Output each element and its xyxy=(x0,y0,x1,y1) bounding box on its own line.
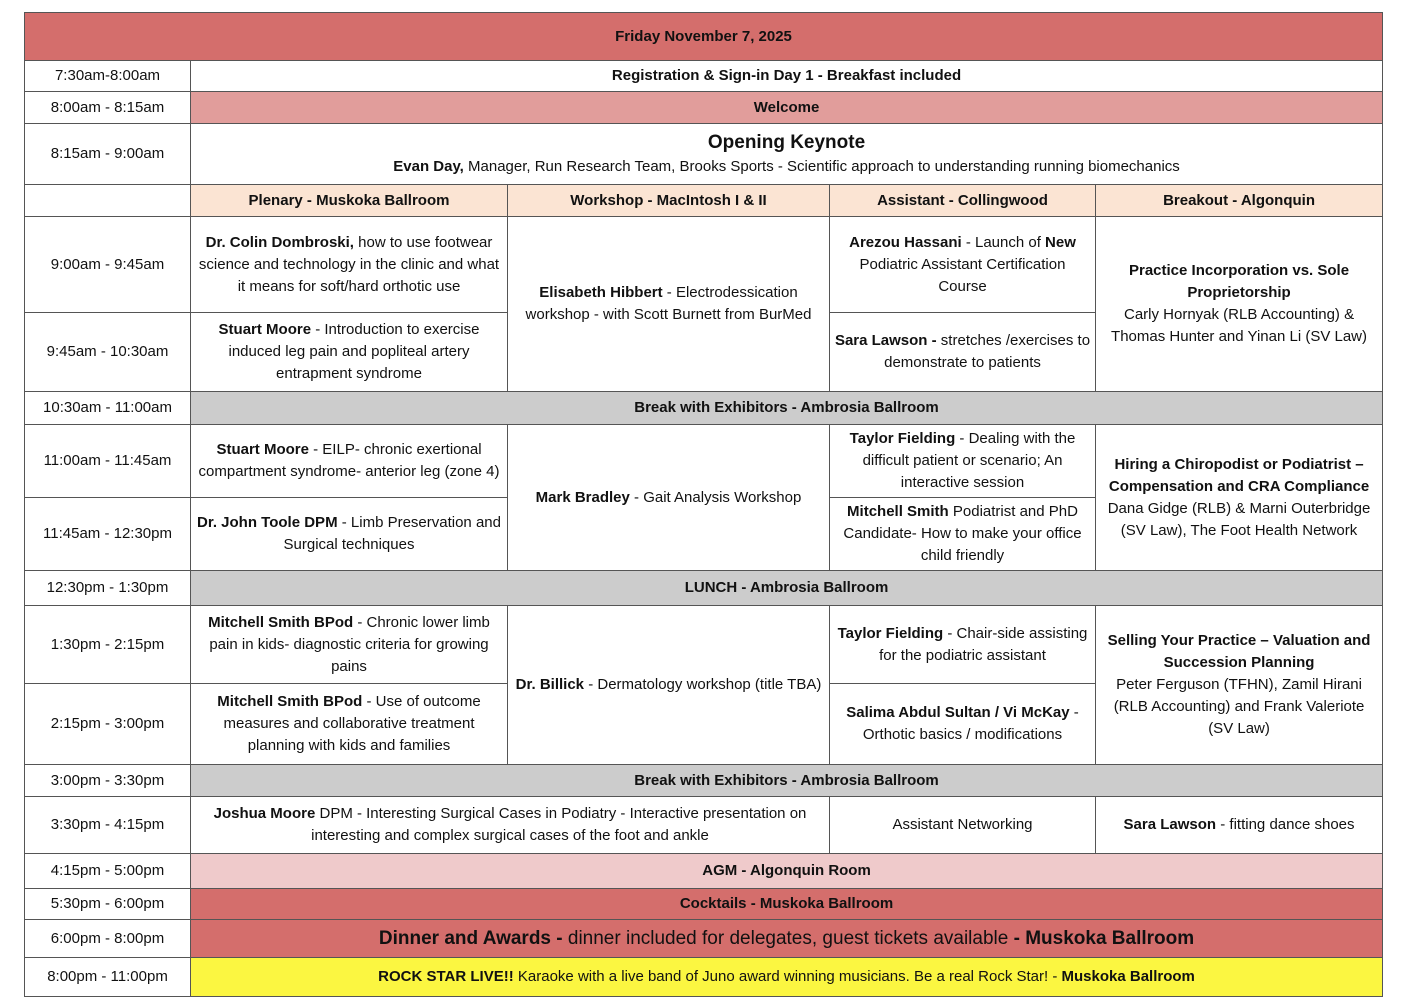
rock-star-location: Muskoka Ballroom xyxy=(1061,968,1195,985)
time-slot: 12:30pm - 1:30pm xyxy=(25,571,191,606)
dinner-title: Dinner and Awards - xyxy=(378,927,568,949)
time-slot: 11:45am - 12:30pm xyxy=(25,498,191,571)
time-slot: 5:30pm - 6:00pm xyxy=(25,889,191,920)
session-description: DPM - Interesting Surgical Cases in Podiatry - Interactive presentation on interesting and complex surgical cases of the foot and ankle xyxy=(311,805,807,844)
session-cell xyxy=(1096,606,1383,765)
session-description: how to use footwear science and technology in the clinic and what it means for soft/hard orthotic use xyxy=(198,233,500,295)
session-cell xyxy=(830,498,1096,571)
session-description: - EILP- chronic exertional compartment syndrome- anterior leg (zone 4) xyxy=(198,441,500,480)
speaker-name: Salima Abdul Sultan / Vi McKay xyxy=(846,704,1070,721)
conference-schedule xyxy=(24,12,1383,997)
session-title: Practice Incorporation vs. Sole Proprietorship xyxy=(1128,262,1350,301)
registration-event: Registration & Sign-in Day 1 - Breakfast included xyxy=(191,61,1383,92)
session-description: - Dealing with the difficult patient or scenario; An interactive session xyxy=(862,430,1076,491)
cocktails-event: Cocktails - Muskoka Ballroom xyxy=(191,889,1383,920)
session-cell xyxy=(191,498,508,571)
session-description: - Use of outcome measures and collaborative treatment planning with kids and families xyxy=(223,693,481,754)
time-slot: 8:15am - 9:00am xyxy=(25,124,191,185)
dinner-location: - Muskoka Ballroom xyxy=(1013,927,1195,949)
session-description: Podiatric Assistant Certification Course xyxy=(859,255,1066,295)
session-description: - Chronic lower limb pain in kids- diagnostic criteria for growing pains xyxy=(209,613,490,675)
keynote-speaker: Evan Day, xyxy=(393,158,464,175)
session-description: Dana Gidge (RLB) & Marni Outerbridge (SV Law), The Foot Health Network xyxy=(1107,499,1371,539)
dinner-description: dinner included for delegates, guest tickets available xyxy=(567,927,1014,949)
speaker-name: Sara Lawson xyxy=(1123,816,1217,833)
time-slot: 10:30am - 11:00am xyxy=(25,392,191,425)
session-description: Podiatrist and PhD Candidate- How to make your office child friendly xyxy=(843,503,1082,564)
session-cell xyxy=(1096,217,1383,392)
break-event: Break with Exhibitors - Ambrosia Ballroom xyxy=(191,765,1383,797)
session-cell xyxy=(191,684,508,765)
speaker-name: Stuart Moore xyxy=(216,441,309,458)
time-slot: 9:00am - 9:45am xyxy=(25,217,191,313)
speaker-name: Mitchell Smith xyxy=(847,503,949,520)
speaker-name: Taylor Fielding xyxy=(849,430,956,447)
speaker-name: Taylor Fielding xyxy=(837,624,944,642)
speaker-name: Sara Lawson - xyxy=(834,332,937,349)
day-header: Friday November 7, 2025 xyxy=(25,13,1383,61)
session-title: Selling Your Practice – Valuation and Succession Planning xyxy=(1107,632,1371,671)
session-cell xyxy=(508,425,830,571)
speaker-name: Elisabeth Hibbert xyxy=(539,284,663,301)
time-slot: 2:15pm - 3:00pm xyxy=(25,684,191,765)
session-description: - Gait Analysis Workshop xyxy=(629,488,802,506)
room-header-assistant: Assistant - Collingwood xyxy=(830,185,1096,217)
time-slot: 4:15pm - 5:00pm xyxy=(25,854,191,889)
rock-star-description: Karaoke with a live band of Juno award winning musicians. Be a real Rock Star! - xyxy=(513,968,1062,985)
welcome-event: Welcome xyxy=(191,92,1383,124)
rock-star-title: ROCK STAR LIVE!! xyxy=(378,968,514,985)
session-description: Peter Ferguson (TFHN), Zamil Hirani (RLB Accounting) and Frank Valeriote (SV Law) xyxy=(1113,676,1365,737)
empty-cell xyxy=(25,185,191,217)
session-cell xyxy=(830,425,1096,498)
new-highlight: New xyxy=(1045,233,1076,251)
room-header-plenary: Plenary - Muskoka Ballroom xyxy=(191,185,508,217)
session-description: - Launch of xyxy=(961,233,1046,251)
session-description: - Chair-side assisting for the podiatric assistant xyxy=(879,624,1088,664)
lunch-event: LUNCH - Ambrosia Ballroom xyxy=(191,571,1383,606)
time-slot: 8:00pm - 11:00pm xyxy=(25,958,191,997)
session-description: Carly Hornyak (RLB Accounting) & Thomas Hunter and Yinan Li (SV Law) xyxy=(1111,306,1368,345)
session-cell xyxy=(830,313,1096,392)
session-description: - Electrodessication workshop - with Scott Burnett from BurMed xyxy=(525,284,812,323)
session-cell xyxy=(830,606,1096,684)
room-header-workshop: Workshop - MacIntosh I & II xyxy=(508,185,830,217)
dinner-event xyxy=(191,920,1383,958)
break-event: Break with Exhibitors - Ambrosia Ballroom xyxy=(191,392,1383,425)
speaker-name: Arezou Hassani xyxy=(849,233,962,251)
speaker-name: Mitchell Smith BPod xyxy=(217,693,363,710)
session-cell xyxy=(1096,797,1383,854)
speaker-name: Stuart Moore xyxy=(218,321,312,338)
speaker-name: Mitchell Smith BPod xyxy=(208,613,354,631)
session-description: - Dermatology workshop (title TBA) xyxy=(584,676,822,693)
session-description: - Orthotic basics / modifications xyxy=(862,704,1079,743)
speaker-name: Mark Bradley xyxy=(535,488,630,506)
speaker-name: Dr. John Toole DPM xyxy=(197,514,338,531)
session-cell xyxy=(191,606,508,684)
time-slot: 8:00am - 8:15am xyxy=(25,92,191,124)
speaker-name: Joshua Moore xyxy=(213,805,316,822)
session-cell xyxy=(1096,425,1383,571)
time-slot: 7:30am-8:00am xyxy=(25,61,191,92)
time-slot: 11:00am - 11:45am xyxy=(25,425,191,498)
session-cell xyxy=(830,684,1096,765)
keynote-event xyxy=(191,124,1383,185)
session-description: - Limb Preservation and Surgical techniques xyxy=(283,514,501,553)
session-cell xyxy=(830,217,1096,313)
keynote-title: Opening Keynote xyxy=(707,132,866,153)
session-description: - Introduction to exercise induced leg pain and popliteal artery entrapment syndrome xyxy=(228,321,480,382)
session-description: stretches /exercises to demonstrate to patients xyxy=(884,332,1091,371)
rock-star-event xyxy=(191,958,1383,997)
room-header-breakout: Breakout - Algonquin xyxy=(1096,185,1383,217)
session-cell xyxy=(508,606,830,765)
time-slot: 9:45am - 10:30am xyxy=(25,313,191,392)
session-cell xyxy=(191,313,508,392)
session-title: Hiring a Chiropodist or Podiatrist – Compensation and CRA Compliance xyxy=(1108,455,1370,495)
session-description: - fitting dance shoes xyxy=(1216,816,1355,833)
session-cell xyxy=(191,217,508,313)
keynote-description: Manager, Run Research Team, Brooks Sports - Scientific approach to understanding running biomechanics xyxy=(463,158,1180,175)
time-slot: 3:00pm - 3:30pm xyxy=(25,765,191,797)
speaker-name: Dr. Billick xyxy=(515,676,585,693)
session-cell xyxy=(191,425,508,498)
time-slot: 1:30pm - 2:15pm xyxy=(25,606,191,684)
time-slot: 6:00pm - 8:00pm xyxy=(25,920,191,958)
agm-event: AGM - Algonquin Room xyxy=(191,854,1383,889)
speaker-name: Dr. Colin Dombroski, xyxy=(205,233,354,251)
session-cell xyxy=(191,797,830,854)
session-cell xyxy=(508,217,830,392)
session-cell: Assistant Networking xyxy=(830,797,1096,854)
time-slot: 3:30pm - 4:15pm xyxy=(25,797,191,854)
